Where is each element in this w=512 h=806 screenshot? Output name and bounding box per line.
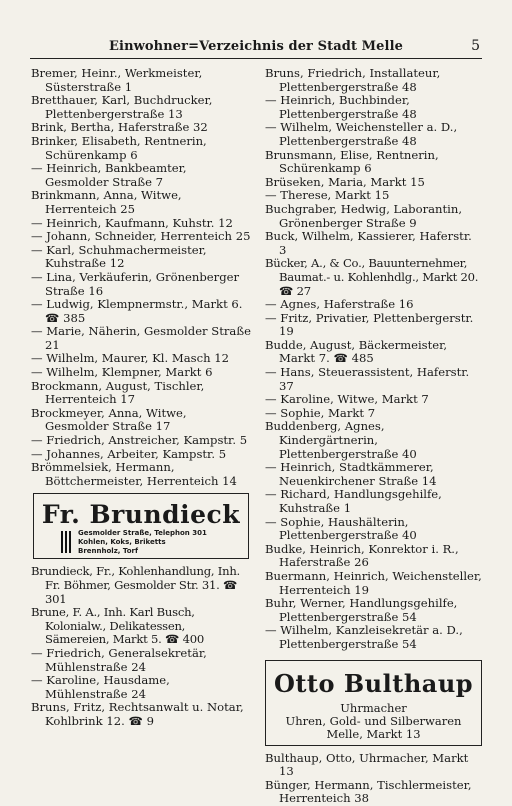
ad-ornament-bars — [61, 531, 71, 553]
directory-entry: — Sophie, Haushälterin, Plettenbergerstraße 40 — [265, 514, 417, 543]
directory-entry: — Fritz, Privatier, Plettenbergerstr. 19 — [265, 310, 474, 339]
ad-detail-line: Brennholz, Torf — [78, 547, 139, 556]
directory-entry: Bruns, Fritz, Rechtsanwalt u. Notar, Kohlbrink 12. ☎ 9 — [31, 700, 244, 728]
directory-entry: — Wilhelm, Kanzleisekretär a. D., Plettenbergerstraße 54 — [265, 623, 463, 651]
directory-entry: — Wilhelm, Maurer, Kl. Masch 12 — [31, 351, 229, 366]
directory-entry: — Johannes, Arbeiter, Kampstr. 5 — [31, 446, 227, 461]
directory-entry: Brune, F. A., Inh. Karl Busch, Kolonialw., Delikatessen, Sämereien, Markt 5. ☎ 400 — [31, 605, 204, 647]
directory-entry: Brinkmann, Anna, Witwe, Herrenteich 25 — [31, 188, 182, 216]
directory-entry: Brunsmann, Elise, Rentnerin, Schürenkamp 6 — [265, 147, 439, 176]
directory-entry: — Heinrich, Buchbinder, Plettenbergerstraße 48 — [265, 93, 417, 121]
directory-entry: — Heinrich, Kaufmann, Kuhstr. 12 — [31, 215, 233, 230]
ad-detail-line: Kohlen, Koks, Briketts — [78, 538, 166, 547]
directory-entry: — Heinrich, Bankbeamter, Gesmolder Straße 7 — [31, 161, 187, 189]
directory-entry: Brockmann, August, Tischler, Herrenteich 17 — [31, 378, 205, 407]
directory-entry: — Sophie, Markt 7 — [265, 405, 376, 420]
right-column — [265, 67, 482, 806]
directory-entry: Buddenberg, Agnes, Kindergärtnerin, Plettenbergerstraße 40 — [265, 419, 417, 461]
directory-entry: — Karoline, Witwe, Markt 7 — [265, 392, 429, 407]
directory-entry: Budde, August, Bäckermeister, Markt 7. ☎ 485 — [265, 337, 448, 366]
directory-entry: — Friedrich, Anstreicher, Kampstr. 5 — [31, 433, 248, 448]
directory-entry: — Lina, Verkäuferin, Grönenberger Straße 16 — [31, 269, 240, 298]
directory-entry: Bünger, Hermann, Tischlermeister, Herrenteich 38 — [265, 777, 472, 806]
directory-entry: Budke, Heinrich, Konrektor i. R., Haferstraße 26 — [265, 541, 459, 570]
directory-entry: — Marie, Näherin, Gesmolder Straße 21 — [31, 324, 251, 352]
page-number: 5 — [471, 38, 480, 54]
directory-entry: Bulthaup, Otto, Uhrmacher, Markt 13 — [265, 750, 469, 779]
directory-entry: — Friedrich, Generalsekretär, Mühlenstraße 24 — [31, 645, 207, 674]
ad-detail-line: Uhrmacher — [340, 700, 407, 715]
directory-entry: Brinker, Elisabeth, Rentnerin, Schürenkamp 6 — [31, 133, 207, 162]
directory-entry: Bretthauer, Karl, Buchdrucker, Plettenbergerstraße 13 — [31, 93, 213, 121]
directory-entry: Buck, Wilhelm, Kassierer, Haferstr. 3 — [265, 229, 472, 257]
directory-entry: Bruns, Friedrich, Installateur, Plettenbergerstraße 48 — [265, 66, 441, 94]
ad-detail-line: Melle, Markt 13 — [326, 726, 421, 741]
directory-entry: — Wilhelm, Klempner, Markt 6 — [31, 365, 213, 380]
advertisement-brundieck — [33, 493, 249, 559]
page-title: Einwohner=Verzeichnis der Stadt Melle — [109, 39, 403, 54]
ad-details — [78, 529, 207, 556]
directory-entry: Bremer, Heinr., Werkmeister, Süsterstraße 1 — [31, 66, 203, 94]
directory-entry: Brockmeyer, Anna, Witwe, Gesmolder Straße 17 — [31, 405, 187, 434]
directory-entry: Buhr, Werner, Handlungsgehilfe, Plettenbergerstraße 54 — [265, 596, 458, 624]
directory-entry: — Hans, Steuerassistent, Haferstr. 37 — [265, 365, 470, 393]
directory-entry: Brundieck, Fr., Kohlenhandlung, Inh. Fr. Böhmer, Gesmolder Str. 31. ☎ 301 — [31, 564, 240, 606]
ad-business-name: Fr. Brundieck — [41, 500, 241, 530]
directory-entry: — Richard, Handlungsgehilfe, Kuhstraße 1 — [265, 487, 442, 515]
directory-entry: — Wilhelm, Weichensteller a. D., Plettenbergerstraße 48 — [265, 120, 458, 148]
directory-entry: Brüseken, Maria, Markt 15 — [265, 174, 425, 189]
directory-entry: — Karl, Schuhmachermeister, Kuhstraße 12 — [31, 242, 207, 271]
directory-entry: Brömmelsiek, Hermann, Böttchermeister, Herrenteich 14 — [31, 460, 237, 488]
directory-entry: Bücker, A., & Co., Bauunternehmer, Baumat.- u. Kohlenhdlg., Markt 20. ☎ 27 — [265, 256, 479, 298]
advertisement-bulthaup — [265, 660, 482, 746]
left-column — [31, 67, 251, 729]
ad-detail-line: Uhren, Gold- und Silberwaren — [285, 713, 462, 728]
directory-entry: — Therese, Markt 15 — [265, 188, 390, 203]
page-header — [30, 38, 482, 59]
ad-detail-line: Gesmolder Straße, Telephon 301 — [78, 529, 207, 538]
directory-entry: — Karoline, Hausdame, Mühlenstraße 24 — [31, 673, 170, 701]
directory-entry: Brink, Bertha, Haferstraße 32 — [31, 120, 208, 135]
directory-entry: Buchgraber, Hedwig, Laborantin, Grönenberger Straße 9 — [265, 201, 463, 230]
directory-entry: — Johann, Schneider, Herrenteich 25 — [31, 229, 251, 244]
ad-business-name: Otto Bulthaup — [273, 668, 474, 698]
directory-entry: Buermann, Heinrich, Weichensteller, Herrenteich 19 — [265, 568, 482, 597]
directory-entry: — Ludwig, Klempnermstr., Markt 6. ☎ 385 — [31, 297, 243, 325]
directory-entry: — Agnes, Haferstraße 16 — [265, 297, 414, 312]
directory-entry: — Heinrich, Stadtkämmerer, Neuenkirchener Straße 14 — [265, 460, 437, 488]
